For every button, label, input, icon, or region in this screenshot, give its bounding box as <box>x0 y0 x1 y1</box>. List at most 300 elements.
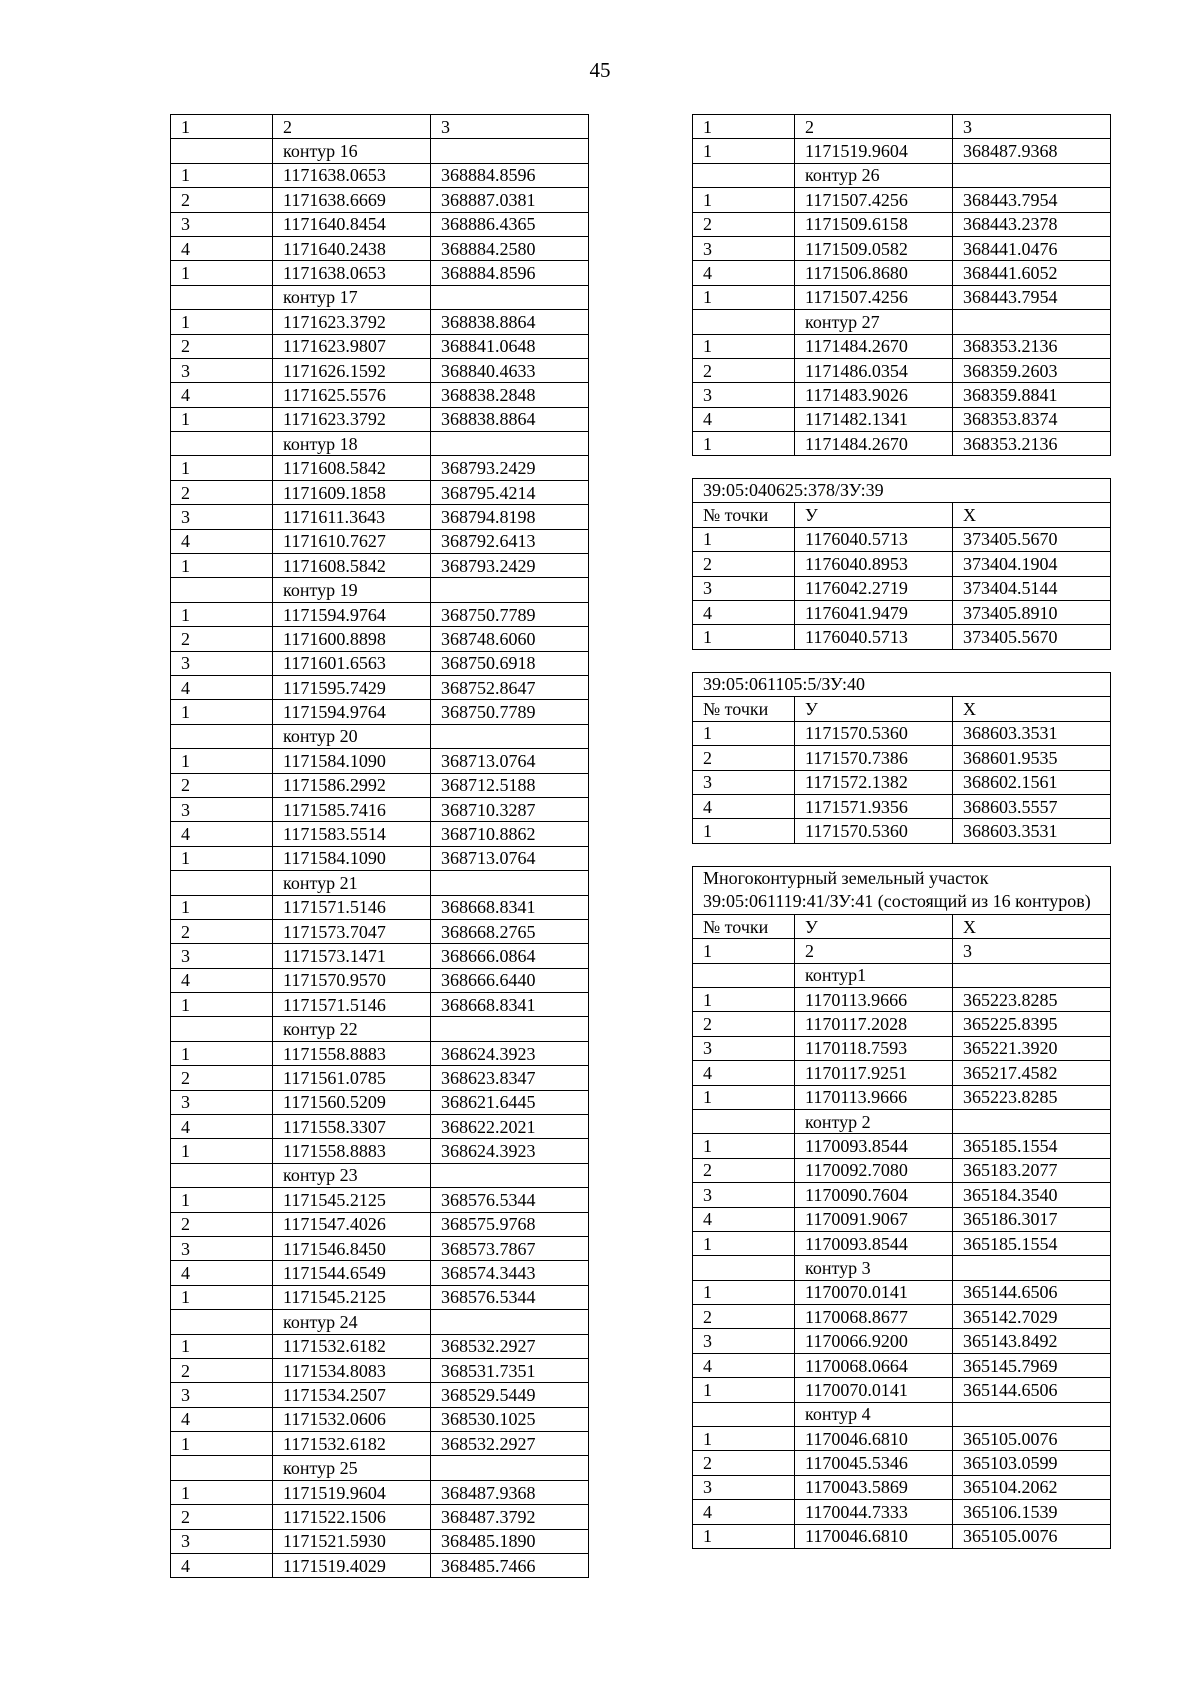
table-title: 39:05:061105:5/ЗУ:40 <box>693 673 1111 697</box>
table-cell: 1170093.8544 <box>795 1134 953 1158</box>
table-row <box>693 1524 1111 1548</box>
table-cell: 4 <box>693 600 795 624</box>
table-cell: 3 <box>431 115 589 139</box>
table-cell: У <box>795 503 953 527</box>
table-row <box>693 1280 1111 1304</box>
page-number: 45 <box>589 58 611 82</box>
table-row <box>693 746 1111 770</box>
table-cell: 2 <box>171 773 273 797</box>
table-cell: 1171595.7429 <box>273 675 431 699</box>
table-cell: 1 <box>693 334 795 358</box>
table-row <box>171 115 589 139</box>
table-row <box>693 914 1111 938</box>
table-row <box>693 1475 1111 1499</box>
table-cell: 1170091.9067 <box>795 1207 953 1231</box>
table-cell: 368487.3792 <box>431 1505 589 1529</box>
table-row <box>171 236 589 260</box>
table-cell: 2 <box>693 1451 795 1475</box>
table-row <box>171 505 589 529</box>
table-cell: 4 <box>693 1207 795 1231</box>
table-cell: 368713.0764 <box>431 749 589 773</box>
table-cell: 365223.8285 <box>953 987 1111 1011</box>
table-cell: 1171534.8083 <box>273 1358 431 1382</box>
table-cell: 1171547.4026 <box>273 1212 431 1236</box>
table-cell: 1176042.2719 <box>795 576 953 600</box>
table-cell: 368792.6413 <box>431 529 589 553</box>
table-cell: 3 <box>171 944 273 968</box>
table-cell: 365217.4582 <box>953 1061 1111 1085</box>
table-cell: 1171570.5360 <box>795 819 953 843</box>
table-cell: 365221.3920 <box>953 1036 1111 1060</box>
table-cell: 368443.7954 <box>953 285 1111 309</box>
table-cell: 3 <box>171 1383 273 1407</box>
table-cell: 1171638.0653 <box>273 261 431 285</box>
table-cell: 3 <box>171 505 273 529</box>
table-cell: 1171600.8898 <box>273 627 431 651</box>
table-row <box>171 1407 589 1431</box>
table-cell: 1176040.5713 <box>795 625 953 649</box>
table-row <box>171 1212 589 1236</box>
table-cell: № точки <box>693 914 795 938</box>
table-cell: 1 <box>171 310 273 334</box>
table-cell: 1 <box>171 261 273 285</box>
table-cell: 368530.1025 <box>431 1407 589 1431</box>
table-cell: 1 <box>171 456 273 480</box>
table-cell: 1 <box>171 1480 273 1504</box>
table-cell: контур1 <box>795 963 953 987</box>
table-cell: 2 <box>171 1066 273 1090</box>
table-cell: 1171546.8450 <box>273 1236 431 1260</box>
table-cell: 1 <box>171 749 273 773</box>
table-row <box>693 1231 1111 1255</box>
table-cell: 1171506.8680 <box>795 261 953 285</box>
table-cell: 1171584.1090 <box>273 749 431 773</box>
table-cell <box>171 1017 273 1041</box>
table-cell <box>431 578 589 602</box>
table-cell: 1 <box>693 1134 795 1158</box>
table-row <box>693 1207 1111 1231</box>
table-row <box>693 963 1111 987</box>
table-cell: 1171570.7386 <box>795 746 953 770</box>
table-row <box>171 1163 589 1187</box>
table-cell: 368603.3531 <box>953 721 1111 745</box>
table-cell <box>171 1310 273 1334</box>
table-row <box>693 576 1111 600</box>
table-cell: 2 <box>693 1305 795 1329</box>
table-cell: 1171586.2992 <box>273 773 431 797</box>
table-cell <box>431 1017 589 1041</box>
table-cell: 368795.4214 <box>431 480 589 504</box>
table-cell: 373405.8910 <box>953 600 1111 624</box>
table-cell: 1170090.7604 <box>795 1183 953 1207</box>
table-cell: 1 <box>693 1524 795 1548</box>
table-row <box>171 846 589 870</box>
table-cell: 1171640.8454 <box>273 212 431 236</box>
table-cell: 365104.2062 <box>953 1475 1111 1499</box>
table-cell: 368752.8647 <box>431 675 589 699</box>
table-cell: 368573.7867 <box>431 1236 589 1260</box>
table-row <box>693 334 1111 358</box>
table-row <box>171 1066 589 1090</box>
table-cell: контур 20 <box>273 724 431 748</box>
table-cell: 368443.2378 <box>953 212 1111 236</box>
table-cell: контур 21 <box>273 871 431 895</box>
table-cell: 1171623.3792 <box>273 310 431 334</box>
table-cell: 1 <box>171 163 273 187</box>
table-cell: 365184.3540 <box>953 1183 1111 1207</box>
table-cell: 368359.2603 <box>953 358 1111 382</box>
table-cell: 1171521.5930 <box>273 1529 431 1553</box>
table-cell: 1 <box>693 939 795 963</box>
table-cell: 368353.8374 <box>953 407 1111 431</box>
table-row <box>693 1451 1111 1475</box>
table-row <box>693 1256 1111 1280</box>
table-cell: 1170118.7593 <box>795 1036 953 1060</box>
table-cell: 368603.3531 <box>953 819 1111 843</box>
table-row <box>171 822 589 846</box>
table-cell: 368353.2136 <box>953 334 1111 358</box>
table-cell <box>693 1109 795 1133</box>
table-row <box>693 600 1111 624</box>
table-cell: 1171544.6549 <box>273 1261 431 1285</box>
table-cell: 2 <box>693 552 795 576</box>
table-cell: 365183.2077 <box>953 1158 1111 1182</box>
table-cell: 368884.8596 <box>431 163 589 187</box>
table-cell: Х <box>953 697 1111 721</box>
table-cell: 368532.2927 <box>431 1432 589 1456</box>
table-cell: 1176040.8953 <box>795 552 953 576</box>
table-row <box>171 1383 589 1407</box>
table-cell: 368668.8341 <box>431 993 589 1017</box>
table-cell: 1 <box>171 1285 273 1309</box>
table-cell: 1 <box>693 1085 795 1109</box>
table-row <box>693 1109 1111 1133</box>
table-cell: 1171572.1382 <box>795 770 953 794</box>
table-row <box>171 310 589 334</box>
table-row <box>693 697 1111 721</box>
table-row <box>171 651 589 675</box>
table-cell: 365186.3017 <box>953 1207 1111 1231</box>
table-cell: 365185.1554 <box>953 1134 1111 1158</box>
table-row <box>693 261 1111 285</box>
table-row <box>693 1329 1111 1353</box>
table-row <box>171 529 589 553</box>
table-row <box>171 944 589 968</box>
table-cell: 1171483.9026 <box>795 383 953 407</box>
table-cell <box>171 578 273 602</box>
table-cell: 1171532.6182 <box>273 1432 431 1456</box>
table-cell <box>431 1456 589 1480</box>
table-cell: контур 23 <box>273 1163 431 1187</box>
table-row <box>171 1236 589 1260</box>
table-cell: 368359.8841 <box>953 383 1111 407</box>
table-row <box>693 1134 1111 1158</box>
table-row <box>171 407 589 431</box>
table-cell: 368884.8596 <box>431 261 589 285</box>
table-cell: 1170046.6810 <box>795 1524 953 1548</box>
table-cell: 3 <box>693 576 795 600</box>
table-cell: 1171509.0582 <box>795 236 953 260</box>
table-cell: 1171638.0653 <box>273 163 431 187</box>
table-row <box>693 1402 1111 1426</box>
table-row <box>693 139 1111 163</box>
table-cell: контур 16 <box>273 139 431 163</box>
table-cell: 368884.2580 <box>431 236 589 260</box>
table-cell: 1170068.8677 <box>795 1305 953 1329</box>
table-cell <box>953 1109 1111 1133</box>
table-row <box>171 1432 589 1456</box>
table-cell: 368576.5344 <box>431 1285 589 1309</box>
table-cell: 1171532.0606 <box>273 1407 431 1431</box>
table-title-row <box>693 867 1111 915</box>
table-cell: 1171545.2125 <box>273 1285 431 1309</box>
table-row <box>171 1285 589 1309</box>
table-cell: 368574.3443 <box>431 1261 589 1285</box>
table-cell: контур 27 <box>795 310 953 334</box>
table-cell: 368668.8341 <box>431 895 589 919</box>
table-cell: 368441.6052 <box>953 261 1111 285</box>
table-cell: 4 <box>171 822 273 846</box>
table-cell: 1171545.2125 <box>273 1188 431 1212</box>
table-cell: Х <box>953 503 1111 527</box>
table-cell: 4 <box>693 1500 795 1524</box>
table-cell: 368666.0864 <box>431 944 589 968</box>
table-cell: 1 <box>171 846 273 870</box>
table-cell: 1171611.3643 <box>273 505 431 529</box>
table-cell: 2 <box>171 1212 273 1236</box>
table-cell: 1171558.3307 <box>273 1115 431 1139</box>
table-cell <box>693 963 795 987</box>
table-cell: 4 <box>171 1554 273 1578</box>
table-cell: 1171558.8883 <box>273 1041 431 1065</box>
table-cell: 1170070.0141 <box>795 1280 953 1304</box>
table-cell: 368838.8864 <box>431 407 589 431</box>
table-row <box>693 212 1111 236</box>
table-cell: 368713.0764 <box>431 846 589 870</box>
table-cell: 368668.2765 <box>431 919 589 943</box>
table-row <box>693 721 1111 745</box>
table-cell: 1 <box>171 115 273 139</box>
table-cell: 1 <box>171 554 273 578</box>
table-row <box>171 334 589 358</box>
table-cell: 1171640.2438 <box>273 236 431 260</box>
table-row <box>693 503 1111 527</box>
table-cell: 1171570.5360 <box>795 721 953 745</box>
table-cell: 2 <box>171 1505 273 1529</box>
table-cell: 365145.7969 <box>953 1353 1111 1377</box>
table-row <box>693 1353 1111 1377</box>
table-cell: 1170044.7333 <box>795 1500 953 1524</box>
table-cell <box>693 163 795 187</box>
table-cell: 1170045.5346 <box>795 1451 953 1475</box>
table-row <box>693 987 1111 1011</box>
table-row <box>171 675 589 699</box>
table-cell: 368886.4365 <box>431 212 589 236</box>
table-cell: 1 <box>693 1378 795 1402</box>
table-cell: 4 <box>171 1115 273 1139</box>
table-cell: 368624.3923 <box>431 1139 589 1163</box>
table-row <box>171 797 589 821</box>
table-cell: 1 <box>171 1041 273 1065</box>
parcel-table-zu39 <box>692 478 1111 650</box>
table-cell: 1171482.1341 <box>795 407 953 431</box>
table-cell: 1 <box>171 602 273 626</box>
table-cell: 3 <box>693 1329 795 1353</box>
table-cell: контур 2 <box>795 1109 953 1133</box>
table-cell: 365106.1539 <box>953 1500 1111 1524</box>
table-row <box>693 285 1111 309</box>
table-cell: 4 <box>171 1407 273 1431</box>
table-cell: контур 18 <box>273 432 431 456</box>
table-row <box>171 627 589 651</box>
table-cell: 1 <box>693 139 795 163</box>
table-cell: 368710.8862 <box>431 822 589 846</box>
table-row <box>693 770 1111 794</box>
table-cell: 2 <box>171 1358 273 1382</box>
table-cell: 1 <box>693 1231 795 1255</box>
table-cell: 4 <box>171 675 273 699</box>
table-cell: 368602.1561 <box>953 770 1111 794</box>
table-row <box>693 188 1111 212</box>
table-cell: 2 <box>693 212 795 236</box>
table-cell: 1171585.7416 <box>273 797 431 821</box>
table-row <box>693 1183 1111 1207</box>
table-cell: 1171609.1858 <box>273 480 431 504</box>
table-cell: 1171570.9570 <box>273 968 431 992</box>
table-cell: 1171571.5146 <box>273 993 431 1017</box>
table-cell: 373405.5670 <box>953 527 1111 551</box>
table-cell: 368485.7466 <box>431 1554 589 1578</box>
parcel-table-zu41 <box>692 866 1111 1549</box>
table-cell: 1171507.4256 <box>795 188 953 212</box>
table-cell: 1170092.7080 <box>795 1158 953 1182</box>
table-cell: 2 <box>795 115 953 139</box>
table-row <box>171 1505 589 1529</box>
table-cell: 3 <box>171 797 273 821</box>
table-row <box>171 456 589 480</box>
table-cell: 368841.0648 <box>431 334 589 358</box>
table-cell: 4 <box>171 529 273 553</box>
table-cell: 2 <box>795 939 953 963</box>
table-row <box>171 261 589 285</box>
table-cell: 1176040.5713 <box>795 527 953 551</box>
table-cell: 368794.8198 <box>431 505 589 529</box>
table-row <box>171 383 589 407</box>
table-cell <box>431 285 589 309</box>
table-cell: 3 <box>171 1090 273 1114</box>
table-cell: 1170117.9251 <box>795 1061 953 1085</box>
table-cell: 2 <box>171 188 273 212</box>
table-cell: 1170043.5869 <box>795 1475 953 1499</box>
table-cell: 1171584.1090 <box>273 846 431 870</box>
table-cell: 373405.5670 <box>953 625 1111 649</box>
table-row <box>171 358 589 382</box>
table-cell: 368887.0381 <box>431 188 589 212</box>
table-cell: 1171484.2670 <box>795 432 953 456</box>
table-cell: 368532.2927 <box>431 1334 589 1358</box>
table-cell: 368793.2429 <box>431 554 589 578</box>
table-cell: 368793.2429 <box>431 456 589 480</box>
table-row <box>693 1305 1111 1329</box>
table-cell: 1 <box>693 819 795 843</box>
table-cell: 1171486.0354 <box>795 358 953 382</box>
table-cell: 1 <box>171 1188 273 1212</box>
table-row <box>171 163 589 187</box>
table-cell <box>171 871 273 895</box>
table-row <box>171 480 589 504</box>
table-cell: контур 26 <box>795 163 953 187</box>
table-cell: 4 <box>171 236 273 260</box>
table-cell: 1171626.1592 <box>273 358 431 382</box>
table-cell <box>171 724 273 748</box>
table-cell: 4 <box>693 407 795 431</box>
table-row <box>171 1090 589 1114</box>
table-cell: 368666.6440 <box>431 968 589 992</box>
table-cell: 1 <box>693 625 795 649</box>
table-row <box>171 871 589 895</box>
table-row <box>171 285 589 309</box>
table-cell: 4 <box>693 1061 795 1085</box>
table-cell: № точки <box>693 503 795 527</box>
table-cell: 2 <box>171 334 273 358</box>
table-cell: 1171532.6182 <box>273 1334 431 1358</box>
table-cell: 368531.7351 <box>431 1358 589 1382</box>
table-cell: 368712.5188 <box>431 773 589 797</box>
table-cell: 373404.5144 <box>953 576 1111 600</box>
table-row <box>171 1017 589 1041</box>
table-cell: 1176041.9479 <box>795 600 953 624</box>
table-cell: 365185.1554 <box>953 1231 1111 1255</box>
table-cell: 368750.6918 <box>431 651 589 675</box>
table-cell <box>693 1256 795 1280</box>
table-row <box>693 310 1111 334</box>
table-cell: 2 <box>171 919 273 943</box>
table-cell: 365225.8395 <box>953 1012 1111 1036</box>
table-row <box>171 773 589 797</box>
table-cell: 1 <box>693 527 795 551</box>
table-cell: 365105.0076 <box>953 1427 1111 1451</box>
table-cell: 4 <box>171 968 273 992</box>
coordinates-table-left <box>170 114 589 1578</box>
table-cell: 1 <box>693 115 795 139</box>
table-row <box>693 527 1111 551</box>
table-cell: 2 <box>693 1158 795 1182</box>
table-cell: 365103.0599 <box>953 1451 1111 1475</box>
table-row <box>171 919 589 943</box>
table-cell: 365105.0076 <box>953 1524 1111 1548</box>
table-cell: 365223.8285 <box>953 1085 1111 1109</box>
table-cell: 3 <box>171 1529 273 1553</box>
table-cell: 368487.9368 <box>953 139 1111 163</box>
table-cell: 3 <box>693 383 795 407</box>
table-cell <box>431 1310 589 1334</box>
table-cell: 1171625.5576 <box>273 383 431 407</box>
table-cell: 3 <box>693 1183 795 1207</box>
table-cell: 2 <box>273 115 431 139</box>
table-cell: Х <box>953 914 1111 938</box>
table-cell: контур 22 <box>273 1017 431 1041</box>
table-cell <box>171 285 273 309</box>
table-cell: 1171522.1506 <box>273 1505 431 1529</box>
table-row <box>171 968 589 992</box>
table-row <box>171 1334 589 1358</box>
table-cell: 365144.6506 <box>953 1378 1111 1402</box>
table-cell <box>431 724 589 748</box>
table-cell: контур 3 <box>795 1256 953 1280</box>
table-cell <box>171 1456 273 1480</box>
table-cell: 1170113.9666 <box>795 987 953 1011</box>
table-cell: 1 <box>693 188 795 212</box>
